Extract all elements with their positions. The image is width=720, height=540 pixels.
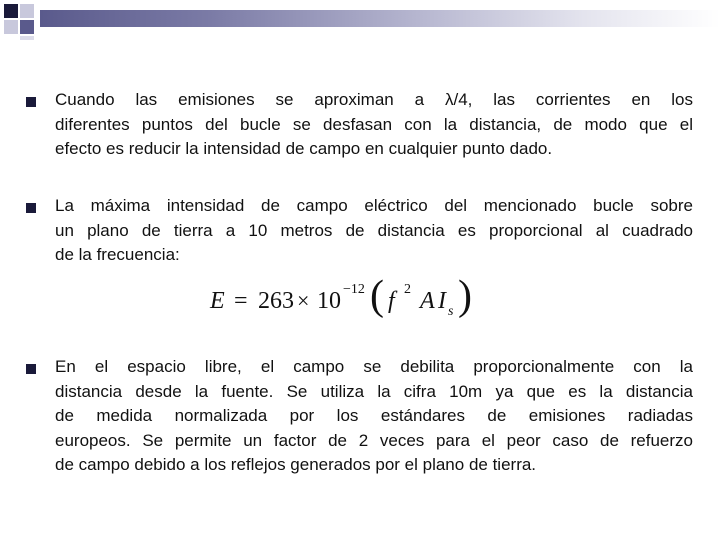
formula-close-paren: ) (458, 273, 472, 319)
decor-square-mid (20, 20, 34, 34)
bullet-marker (26, 203, 36, 213)
bullet-text-2 (55, 194, 693, 268)
text-line: diferentes puntos del bucle se desfasan con la distancia, de modo que el (55, 114, 693, 134)
formula-open-paren: ( (370, 273, 384, 319)
bullet-text-3 (55, 355, 693, 478)
text-line: de la frecuencia: (55, 245, 180, 264)
bullet-marker (26, 364, 36, 374)
formula-I: I (438, 288, 446, 314)
formula-f-exponent: 2 (404, 282, 411, 297)
decor-square-light (20, 4, 34, 18)
formula-base: 10 (317, 288, 341, 314)
text-line: En el espacio libre, el campo se debilita proporcionalmente con la (55, 357, 693, 376)
text-line: europeos. Se permite un factor de 2 veces para el peor caso de refuerzo (55, 430, 693, 450)
field-strength-formula (210, 273, 480, 324)
text-line: distancia desde la fuente. Se utiliza la cifra 10m ya que es la distancia (55, 381, 693, 401)
decor-square-faint (20, 36, 34, 40)
decor-square-light (4, 20, 18, 34)
text-line: La máxima intensidad de campo eléctrico del mencionado bucle sobre (55, 196, 693, 215)
header-decoration (0, 0, 720, 40)
formula-subscript: s (448, 304, 454, 319)
formula-equals: = (234, 288, 248, 314)
bullet-marker (26, 97, 36, 107)
formula-coefficient: 263 (258, 288, 294, 314)
text-line: Cuando las emisiones se aproximan a λ/4, las corrientes en los (55, 90, 693, 109)
formula-lhs: E (210, 288, 225, 314)
formula-A: A (420, 288, 435, 314)
bullet-text-1 (55, 88, 693, 162)
formula-exponent: −12 (343, 282, 365, 297)
formula-times: × (297, 288, 310, 313)
formula-f: f (388, 288, 395, 314)
header-gradient-band (40, 10, 720, 27)
text-line: un plano de tierra a 10 metros de distancia es proporcional al cuadrado (55, 220, 693, 240)
text-line: de campo debido a los reflejos generados por el plano de tierra. (55, 455, 537, 474)
text-line: de medida normalizada por los estándares de emisiones radiadas (55, 406, 693, 425)
text-line: efecto es reducir la intensidad de campo en cualquier punto dado. (55, 139, 553, 158)
decor-square-dark (4, 4, 18, 18)
